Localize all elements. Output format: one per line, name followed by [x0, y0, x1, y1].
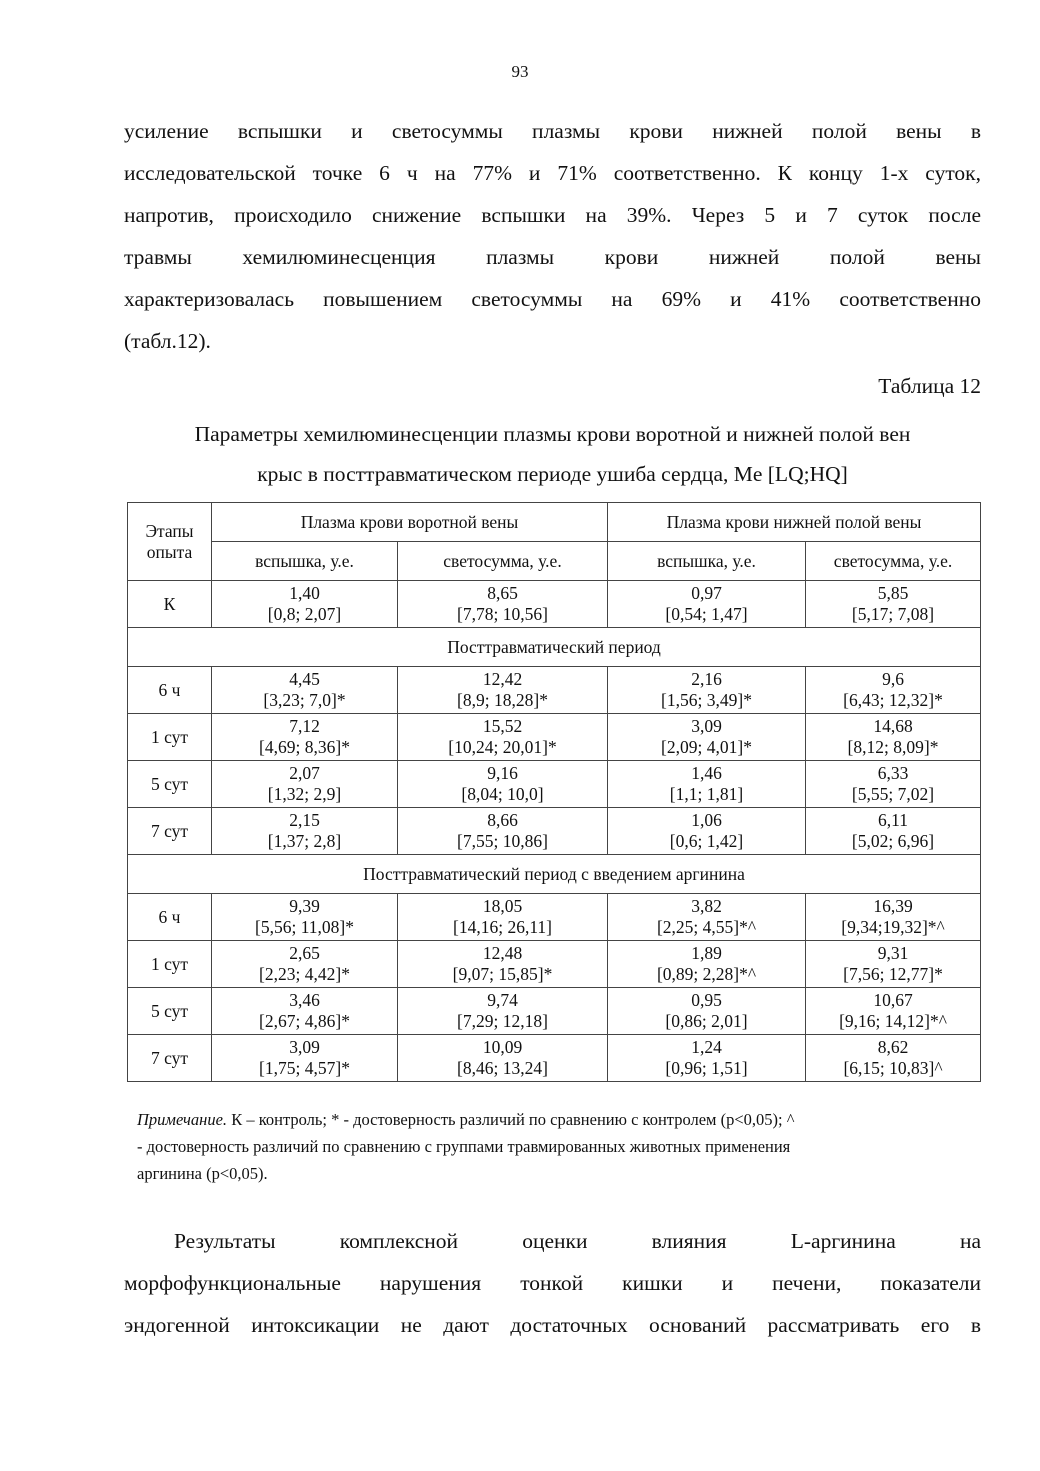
- median-value: 9,31: [877, 943, 909, 963]
- stage-cell: 6 ч: [128, 894, 212, 941]
- value-cell: [806, 581, 981, 628]
- median-value: 15,52: [482, 716, 523, 736]
- table-caption: [124, 414, 981, 494]
- median-value: 2,16: [691, 669, 722, 689]
- value-cell: [806, 667, 981, 714]
- value-cell: [806, 808, 981, 855]
- quartile-range: [4,69; 8,36]*: [259, 737, 350, 757]
- value-cell: [398, 581, 608, 628]
- note-line: аргинина (p<0,05).: [137, 1164, 268, 1183]
- stage-header: Этапы опыта: [128, 503, 212, 581]
- value-cell: [608, 808, 806, 855]
- paragraph-line: травмы хемилюминесценция плазмы крови нижней полой вены: [124, 245, 981, 269]
- quartile-range: [7,55; 10,86]: [457, 831, 548, 851]
- table-row: [128, 667, 981, 714]
- group-header-cava: Плазма крови нижней полой вены: [608, 503, 981, 542]
- median-value: 2,07: [289, 763, 320, 783]
- value-cell: [212, 761, 398, 808]
- quartile-range: [9,07; 15,85]*: [452, 964, 553, 984]
- quartile-range: [1,1; 1,81]: [669, 784, 744, 804]
- paragraph-2: [124, 1220, 981, 1346]
- value-cell: [806, 988, 981, 1035]
- quartile-range: [5,56; 11,08]*: [255, 917, 354, 937]
- page-number: 93: [511, 62, 529, 81]
- median-value: 4,45: [289, 669, 320, 689]
- median-value: 1,24: [691, 1037, 722, 1057]
- value-cell: [608, 714, 806, 761]
- quartile-range: [10,24; 20,01]*: [448, 737, 557, 757]
- stage-cell: К: [128, 581, 212, 628]
- table-row: [128, 988, 981, 1035]
- median-value: 10,67: [873, 990, 913, 1010]
- value-cell: [806, 941, 981, 988]
- quartile-range: [5,55; 7,02]: [851, 784, 935, 804]
- paragraph-line: напротив, происходило снижение вспышки на 39%. Через 5 и 7 суток после: [124, 203, 981, 227]
- value-cell: [398, 941, 608, 988]
- median-value: 18,05: [482, 896, 523, 916]
- quartile-range: [1,37; 2,8]: [267, 831, 342, 851]
- median-value: 7,12: [289, 716, 320, 736]
- table-note: [137, 1106, 982, 1187]
- median-value: 6,11: [878, 810, 908, 830]
- quartile-range: [14,16; 26,11]: [453, 917, 552, 937]
- quartile-range: [2,25; 4,55]*^: [656, 917, 757, 937]
- median-value: 12,48: [482, 943, 523, 963]
- quartile-range: [1,75; 4,57]*: [259, 1058, 350, 1078]
- section-title: Посттравматический период с введением аргинина: [128, 855, 981, 894]
- quartile-range: [0,96; 1,51]: [665, 1058, 748, 1078]
- value-cell: [398, 894, 608, 941]
- section-row: [128, 628, 981, 667]
- caption-line: Параметры хемилюминесценции плазмы крови воротной и нижней полой вен: [194, 422, 911, 446]
- note-line: - достоверность различий по сравнению с группами травмированных животных применения: [137, 1137, 791, 1156]
- value-cell: [212, 988, 398, 1035]
- table-row: [128, 761, 981, 808]
- stage-cell: 5 сут: [128, 761, 212, 808]
- value-cell: [608, 894, 806, 941]
- quartile-range: [7,56; 12,77]*: [843, 964, 943, 984]
- value-cell: [398, 988, 608, 1035]
- median-value: 9,6: [882, 669, 904, 689]
- quartile-range: [7,29; 12,18]: [457, 1011, 548, 1031]
- value-cell: [608, 581, 806, 628]
- subheader-cell: светосумма, у.е.: [806, 542, 981, 581]
- quartile-range: [0,86; 2,01]: [665, 1011, 748, 1031]
- quartile-range: [8,46; 13,24]: [457, 1058, 548, 1078]
- value-cell: [398, 761, 608, 808]
- median-value: 5,85: [877, 583, 909, 603]
- median-value: 9,74: [487, 990, 518, 1010]
- median-value: 12,42: [482, 669, 523, 689]
- median-value: 16,39: [873, 896, 913, 916]
- value-cell: [212, 667, 398, 714]
- value-cell: [212, 581, 398, 628]
- paragraph-line: морфофункциональные нарушения тонкой кишки и печени, показатели: [124, 1271, 981, 1295]
- value-cell: [212, 1035, 398, 1082]
- table-row: [128, 1035, 981, 1082]
- group-header-portal: Плазма крови воротной вены: [212, 503, 608, 542]
- quartile-range: [1,56; 3,49]*: [661, 690, 752, 710]
- table-header-row: [128, 503, 981, 542]
- quartile-range: [1,32; 2,9]: [267, 784, 342, 804]
- note-text: К – контроль; * - достоверность различий по сравнению с контролем (p<0,05); ^: [227, 1110, 795, 1129]
- median-value: 6,33: [877, 763, 909, 783]
- median-value: 0,97: [691, 583, 722, 603]
- quartile-range: [0,8; 2,07]: [267, 604, 342, 624]
- quartile-range: [6,15; 10,83]^: [843, 1058, 943, 1078]
- median-value: 3,82: [691, 896, 722, 916]
- table-row: [128, 941, 981, 988]
- value-cell: [806, 714, 981, 761]
- stage-cell: 1 сут: [128, 714, 212, 761]
- data-table: [127, 502, 981, 1082]
- quartile-range: [8,04; 10,0]: [461, 784, 544, 804]
- table-subheader-row: [128, 542, 981, 581]
- stage-cell: 1 сут: [128, 941, 212, 988]
- quartile-range: [2,67; 4,86]*: [259, 1011, 350, 1031]
- stage-cell: 6 ч: [128, 667, 212, 714]
- table-row: [128, 808, 981, 855]
- paragraph-line: усиление вспышки и светосуммы плазмы крови нижней полой вены в: [124, 119, 981, 143]
- quartile-range: [8,12; 8,09]*: [847, 737, 939, 757]
- quartile-range: [6,43; 12,32]*: [843, 690, 943, 710]
- median-value: 9,16: [487, 763, 518, 783]
- median-value: 2,65: [289, 943, 320, 963]
- median-value: 2,15: [289, 810, 320, 830]
- stage-cell: 7 сут: [128, 808, 212, 855]
- quartile-range: [0,54; 1,47]: [665, 604, 748, 624]
- median-value: 10,09: [482, 1037, 523, 1057]
- paragraph-line: характеризовалась повышением светосуммы на 69% и 41% соответственно: [124, 287, 981, 311]
- section-row: [128, 855, 981, 894]
- median-value: 8,65: [487, 583, 518, 603]
- value-cell: [608, 988, 806, 1035]
- value-cell: [398, 808, 608, 855]
- median-value: 1,40: [289, 583, 320, 603]
- paragraph-line: Результаты комплексной оценки влияния L-аргинина на: [174, 1229, 981, 1253]
- value-cell: [212, 808, 398, 855]
- table-row: [128, 894, 981, 941]
- value-cell: [608, 667, 806, 714]
- value-cell: [608, 1035, 806, 1082]
- median-value: 9,39: [289, 896, 320, 916]
- subheader-cell: вспышка, у.е.: [608, 542, 806, 581]
- note-label: Примечание.: [137, 1110, 228, 1129]
- paragraph-1: [124, 110, 981, 362]
- value-cell: [608, 941, 806, 988]
- subheader-cell: светосумма, у.е.: [398, 542, 608, 581]
- value-cell: [212, 894, 398, 941]
- quartile-range: [3,23; 7,0]*: [263, 690, 346, 710]
- quartile-range: [5,17; 7,08]: [851, 604, 935, 624]
- quartile-range: [2,23; 4,42]*: [259, 964, 350, 984]
- quartile-range: [9,16; 14,12]*^: [839, 1011, 947, 1031]
- table-label: Таблица 12: [878, 374, 981, 398]
- table-row: [128, 581, 981, 628]
- quartile-range: [7,78; 10,56]: [457, 604, 548, 624]
- quartile-range: [0,6; 1,42]: [669, 831, 744, 851]
- stage-cell: 7 сут: [128, 1035, 212, 1082]
- median-value: 14,68: [873, 716, 913, 736]
- median-value: 3,09: [289, 1037, 320, 1057]
- median-value: 3,46: [289, 990, 320, 1010]
- paragraph-line: (табл.12).: [124, 329, 211, 353]
- value-cell: [806, 894, 981, 941]
- value-cell: [212, 714, 398, 761]
- median-value: 3,09: [691, 716, 722, 736]
- value-cell: [212, 941, 398, 988]
- quartile-range: [8,9; 18,28]*: [457, 690, 548, 710]
- median-value: 1,89: [691, 943, 722, 963]
- value-cell: [398, 1035, 608, 1082]
- paragraph-line: исследовательской точке 6 ч на 77% и 71% соответственно. К концу 1-х суток,: [124, 161, 981, 185]
- median-value: 8,66: [487, 810, 518, 830]
- quartile-range: [5,02; 6,96]: [851, 831, 935, 851]
- median-value: 1,06: [691, 810, 722, 830]
- subheader-cell: вспышка, у.е.: [212, 542, 398, 581]
- quartile-range: [2,09; 4,01]*: [661, 737, 752, 757]
- value-cell: [806, 1035, 981, 1082]
- median-value: 0,95: [691, 990, 722, 1010]
- section-title: Посттравматический период: [128, 628, 981, 667]
- note-line: [137, 1106, 982, 1133]
- value-cell: [608, 761, 806, 808]
- caption-line: крыс в посттравматическом периоде ушиба сердца, Me [LQ;HQ]: [257, 462, 848, 486]
- quartile-range: [0,89; 2,28]*^: [656, 964, 757, 984]
- table-row: [128, 714, 981, 761]
- value-cell: [806, 761, 981, 808]
- paragraph-line: эндогенной интоксикации не дают достаточных оснований рассматривать его в: [124, 1313, 981, 1337]
- quartile-range: [9,34;19,32]*^: [841, 917, 945, 937]
- value-cell: [398, 714, 608, 761]
- value-cell: [398, 667, 608, 714]
- median-value: 8,62: [877, 1037, 909, 1057]
- stage-cell: 5 сут: [128, 988, 212, 1035]
- median-value: 1,46: [691, 763, 722, 783]
